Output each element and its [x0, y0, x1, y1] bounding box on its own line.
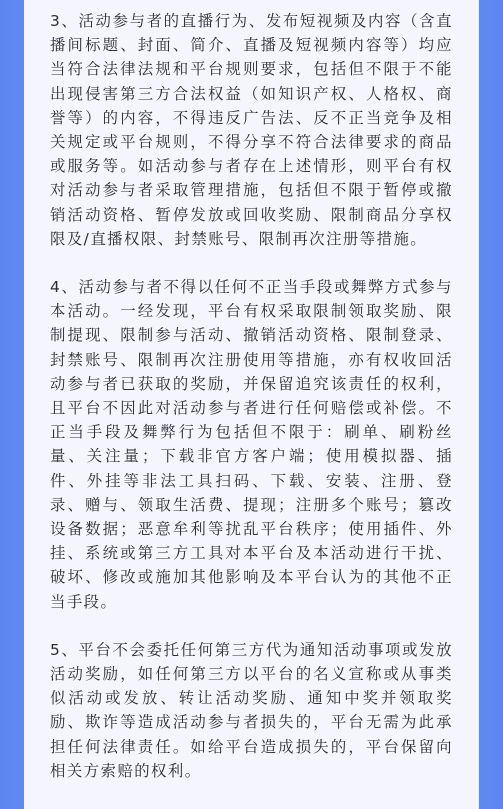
rules-content-card — [24, 0, 479, 809]
rule-paragraph-5: 5、平台不会委托任何第三方代为通知活动事项或发放活动奖励，如任何第三方以平台的名义宣称或从事类似活动或发放、转让活动奖励、通知中奖并领取奖励、欺诈等造成活动参与者损失的，平台无需为此承担任何法律责任。如给平台造成损失的，平台保留向相关方索赔的权利。 — [50, 640, 453, 780]
rule-paragraph-3: 3、活动参与者的直播行为、发布短视频及内容（含直播间标题、封面、简介、直播及短视频内容等）均应当符合法律法规和平台规则要求，包括但不限于不能出现侵害第三方合法权益（如知识产权、人格权、商誉等）的内容，不得违反广告法、反不正当竞争及相关规定或平台规则，不得分享不符合法律要求的商品或服务等。如活动参与者存在上述情形，则平台有权对活动参与者采取管理措施，包括但不限于暂停或撤销活动资格、暂停发放或回收奖励、限制商品分享权限及/直播权限、封禁账号、限制再次注册等措施。 — [50, 12, 453, 248]
rule-paragraph-4: 4、活动参与者不得以任何不正当手段或舞弊方式参与本活动。一经发现，平台有权采取限制领取奖励、限制提现、限制参与活动、撤销活动资格、限制登录、封禁账号、限制再次注册使用等措施，亦有权收回活动参与者已获取的奖励，并保留追究该责任的权利，且平台不因此对活动参与者进行任何赔偿或补偿。不正当手段及舞弊行为包括但不限于：刷单、刷粉丝量、关注量；下载非官方客户端；使用模拟器、插件、外挂等非法工具扫码、下载、安装、注册、登录、赠与、领取生活费、提现；注册多个账号；篡改设备数据；恶意牟利等扰乱平台秩序；使用插件、外挂、系统或第三方工具对本平台及本活动进行干扰、破坏、修改或施加其他影响及本平台认为的其他不正当手段。 — [50, 278, 453, 611]
